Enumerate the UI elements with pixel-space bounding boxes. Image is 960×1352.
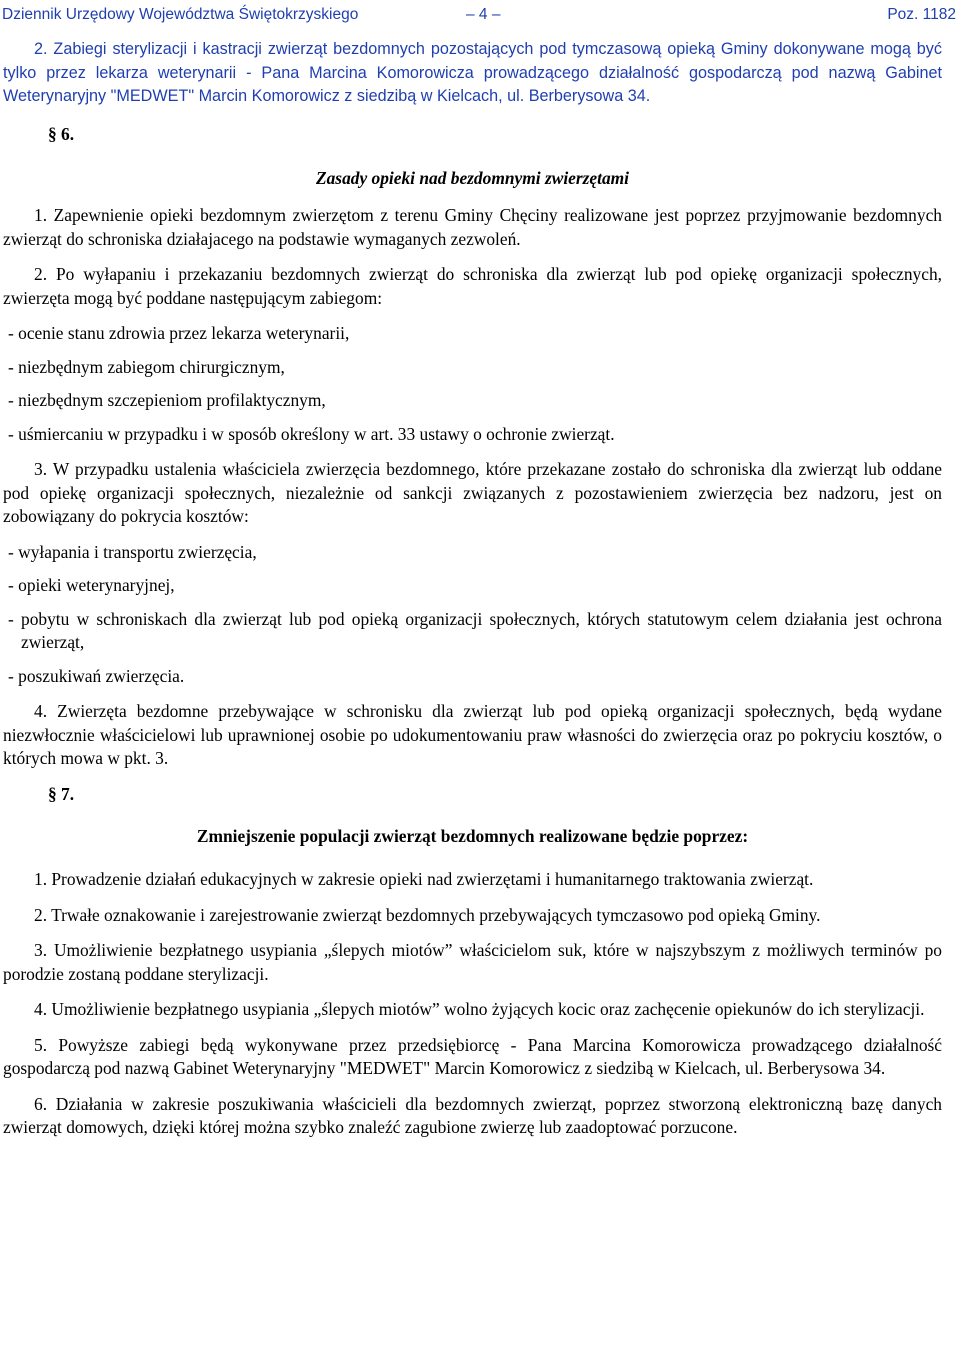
section-7-point-5: 5. Powyższe zabiegi będą wykonywane przez przedsiębiorcę - Pana Marcina Komorowicza prowadzącego działalność gospodarczą pod nazwą Gabinet Weterynaryjny "MEDWET" Marcin Komorowicz z siedzibą w Kielcach, ul. Berberysowa 34. bbox=[3, 1034, 942, 1078]
list-item: - poszukiwań zwierzęcia. bbox=[8, 665, 185, 686]
list-item: - uśmiercaniu w przypadku i w sposób określony w art. 33 ustawy o ochronie zwierząt. bbox=[8, 423, 615, 444]
page-header bbox=[0, 3, 960, 25]
section-7-title: Zmniejszenie populacji zwierząt bezdomnych realizowane będzie poprzez: bbox=[196, 825, 749, 846]
section-6-number: § 6. bbox=[48, 123, 75, 144]
section-6-title: Zasady opieki nad bezdomnymi zwierzętami bbox=[315, 167, 630, 188]
page-number: – 4 – bbox=[466, 6, 501, 23]
section-7-number: § 7. bbox=[48, 783, 75, 804]
list-item: - niezbędnym zabiegom chirurgicznym, bbox=[8, 356, 285, 377]
position-number: Poz. 1182 bbox=[887, 6, 956, 23]
section-7-point-4: 4. Umożliwienie bezpłatnego usypiania „ślepych miotów” wolno żyjących kocic oraz zachęcenie opiekunów do ich sterylizacji. bbox=[34, 999, 925, 1019]
list-item: - pobytu w schroniskach dla zwierząt lub pod opieką organizacji społecznych, których statutowym celem działania jest ochrona zwierząt, bbox=[8, 608, 942, 652]
section-6-point-1: 1. Zapewnienie opieki bezdomnym zwierzętom z terenu Gminy Chęciny realizowane jest poprzez przyjmowanie bezdomnych zwierząt do schroniska działajacego na podstawie wymaganych zezwoleń. bbox=[3, 205, 942, 249]
paragraph-sterilization: 2. Zabiegi sterylizacji i kastracji zwierząt bezdomnych pozostających pod tymczasową opieką Gminy dokonywane mogą być tylko przez lekarza weterynarii - Pana Marcina Komorowicza prowadzącego działalność gospodarczą pod nazwą Gabinet Weterynaryjny "MEDWET" Marcin Komorowicz z siedzibą w Kielcach, ul. Berberysowa 34. bbox=[3, 40, 942, 105]
list-item: - ocenie stanu zdrowia przez lekarza weterynarii, bbox=[8, 323, 350, 343]
section-7-point-1: 1. Prowadzenie działań edukacyjnych w zakresie opieki nad zwierzętami i humanitarnego traktowania zwierząt. bbox=[34, 869, 814, 889]
section-7-point-2: 2. Trwałe oznakowanie i zarejestrowanie zwierząt bezdomnych przebywających tymczasowo pod opieką Gminy. bbox=[34, 904, 821, 925]
list-item: - niezbędnym szczepieniom profilaktycznym, bbox=[8, 390, 326, 410]
document-body bbox=[3, 38, 942, 1152]
section-7-point-3: 3. Umożliwienie bezpłatnego usypiania „ślepych miotów” właścicielom suk, które w najszybszym z możliwych terminów po porodzie zostaną poddane sterylizacji. bbox=[3, 940, 942, 984]
section-6-point-4: 4. Zwierzęta bezdomne przebywające w schronisku dla zwierząt lub pod opieką organizacji społecznych, będą wydane niezwłocznie właścicielowi lub uprawnionej osobie po udokumentowaniu praw własności do zwierzęcia oraz po pokryciu kosztów, o których mowa w pkt. 3. bbox=[3, 701, 942, 768]
journal-title: Dziennik Urzędowy Województwa Świętokrzyskiego bbox=[2, 6, 359, 23]
section-6-point-3: 3. W przypadku ustalenia właściciela zwierzęcia bezdomnego, które przekazane zostało do schroniska dla zwierząt lub oddane pod opiekę organizacji społecznych, niezależnie od sankcji związanych z pozostawieniem zwierzęcia bez nadzoru, jest on zobowiązany do pokrycia kosztów: bbox=[3, 459, 942, 526]
section-7-point-6: 6. Działania w zakresie poszukiwania właścicieli dla bezdomnych zwierząt, poprzez stworzoną elektroniczną bazę danych zwierząt domowych, dzięki której można szybko znaleźć zagubione zwierzę lub zaadoptować porzucone. bbox=[3, 1093, 942, 1137]
list-item: - opieki weterynaryjnej, bbox=[8, 575, 175, 595]
section-6-point-2: 2. Po wyłapaniu i przekazaniu bezdomnych zwierząt do schroniska dla zwierząt lub pod opiekę organizacji społecznych, zwierzęta mogą być poddane następującym zabiegom: bbox=[3, 264, 942, 308]
list-item: - wyłapania i transportu zwierzęcia, bbox=[8, 541, 257, 562]
